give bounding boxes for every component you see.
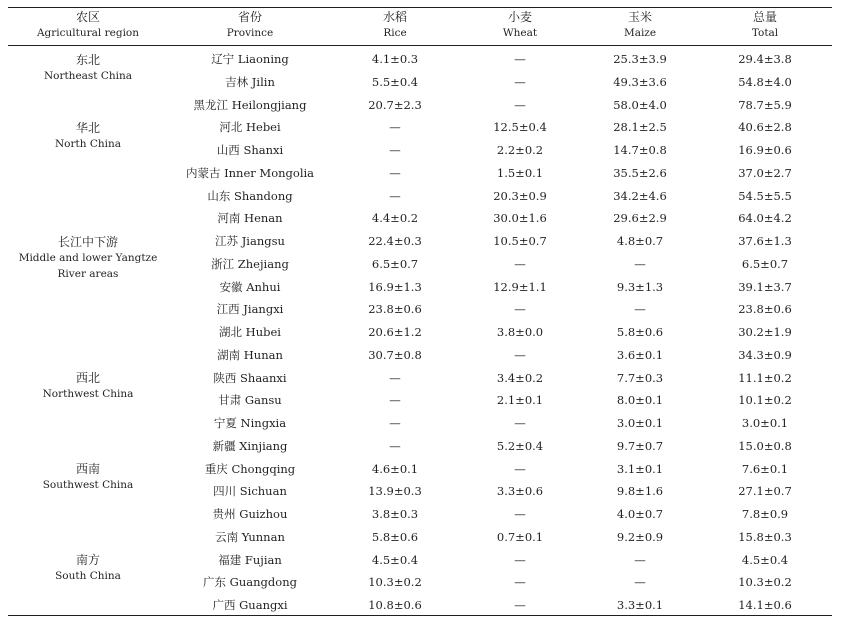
- wheat-cell: 0.7±0.1: [496, 529, 544, 544]
- province-cell: 宁夏 Ningxia: [213, 416, 287, 430]
- maize-cell: —: [634, 256, 646, 271]
- total-cell: 10.3±0.2: [738, 575, 792, 590]
- province-cell: 黑龙江 Heilongjiang: [193, 97, 307, 112]
- header-maize-zh: 玉米: [627, 10, 652, 24]
- province-cell: 广东 Guangdong: [203, 575, 297, 590]
- maize-cell: 9.7±0.7: [616, 438, 664, 453]
- region-cell: [8, 52, 168, 84]
- total-cell: 40.6±2.8: [738, 120, 792, 135]
- wheat-cell: 10.5±0.7: [493, 234, 547, 248]
- header-province-en: Province: [226, 27, 274, 39]
- maize-cell: 3.1±0.1: [616, 461, 664, 476]
- rice-cell: —: [389, 143, 401, 157]
- wheat-cell: —: [514, 256, 526, 271]
- maize-cell: 3.0±0.1: [616, 416, 664, 430]
- province-cell: 江苏 Jiangsu: [215, 234, 285, 248]
- maize-cell: 3.6±0.1: [616, 347, 664, 362]
- province-cell: 贵州 Guizhou: [212, 507, 288, 521]
- region-name-en: North China: [54, 138, 122, 150]
- wheat-cell: 2.1±0.1: [496, 393, 544, 408]
- region-name-zh: 西北: [75, 371, 100, 385]
- maize-cell: 4.0±0.7: [616, 507, 664, 521]
- province-cell: 广西 Guangxi: [212, 598, 288, 612]
- rice-cell: 4.5±0.4: [371, 552, 419, 567]
- maize-cell: 5.8±0.6: [616, 325, 664, 339]
- maize-cell: —: [634, 302, 646, 317]
- rice-cell: —: [389, 416, 401, 430]
- rice-cell: 6.5±0.7: [371, 256, 419, 271]
- maize-cell: 58.0±4.0: [613, 97, 667, 112]
- total-cell: 14.1±0.6: [738, 598, 792, 612]
- province-cell: 甘肃 Gansu: [218, 393, 282, 408]
- maize-cell: 49.3±3.6: [613, 74, 667, 89]
- province-cell: 云南 Yunnan: [215, 529, 285, 544]
- header-province: [170, 9, 330, 41]
- header-total-zh: 总量: [752, 10, 777, 24]
- total-cell: 7.6±0.1: [741, 461, 789, 476]
- wheat-cell: —: [514, 598, 526, 612]
- wheat-cell: 2.2±0.2: [496, 143, 544, 157]
- total-cell: 6.5±0.7: [741, 256, 789, 271]
- rice-cell: 4.4±0.2: [371, 211, 419, 226]
- total-cell: 78.7±5.9: [738, 97, 792, 112]
- maize-cell: —: [634, 552, 646, 567]
- header-rule: [8, 45, 832, 46]
- wheat-cell: —: [514, 347, 526, 362]
- rice-cell: —: [389, 393, 401, 408]
- wheat-cell: 3.4±0.2: [496, 370, 544, 385]
- region-name-en: South China: [55, 570, 121, 582]
- region-name-zh: 西南: [75, 462, 100, 476]
- region-cell: [8, 370, 168, 402]
- rice-cell: 30.7±0.8: [368, 347, 422, 362]
- region-name-en: Middle and lower Yangtze: [18, 252, 158, 264]
- rice-cell: 10.3±0.2: [368, 575, 422, 590]
- total-cell: 30.2±1.9: [738, 325, 792, 339]
- wheat-cell: —: [514, 302, 526, 317]
- maize-cell: 9.3±1.3: [616, 279, 664, 294]
- header-province-zh: 省份: [237, 10, 262, 24]
- maize-cell: 9.8±1.6: [616, 484, 664, 499]
- rice-cell: 23.8±0.6: [368, 302, 422, 317]
- region-name-zh: 南方: [75, 553, 100, 567]
- total-cell: 37.6±1.3: [738, 234, 792, 248]
- wheat-cell: 5.2±0.4: [496, 438, 544, 453]
- header-rice: [335, 9, 455, 41]
- total-cell: 15.0±0.8: [738, 438, 792, 453]
- region-name-zh: 华北: [75, 121, 100, 135]
- region-name-en: Northwest China: [42, 388, 134, 400]
- maize-cell: 8.0±0.1: [616, 393, 664, 408]
- province-cell: 江西 Jiangxi: [216, 302, 284, 317]
- wheat-cell: 12.5±0.4: [493, 120, 547, 135]
- province-cell: 新疆 Xinjiang: [212, 438, 288, 453]
- maize-cell: 7.7±0.3: [616, 370, 664, 385]
- wheat-cell: 20.3±0.9: [493, 188, 547, 203]
- header-maize-en: Maize: [623, 27, 657, 39]
- wheat-cell: —: [514, 552, 526, 567]
- wheat-cell: 30.0±1.6: [493, 211, 547, 226]
- region-name-en: Northeast China: [43, 70, 133, 82]
- rice-cell: 20.6±1.2: [368, 325, 422, 339]
- rice-cell: 4.6±0.1: [371, 461, 419, 476]
- total-cell: 15.8±0.3: [738, 529, 792, 544]
- rice-cell: —: [389, 188, 401, 203]
- total-cell: 54.5±5.5: [738, 188, 792, 203]
- wheat-cell: —: [514, 52, 526, 66]
- rice-cell: 4.1±0.3: [371, 52, 419, 66]
- wheat-cell: —: [514, 416, 526, 430]
- bottom-rule: [8, 615, 832, 616]
- rice-cell: 3.8±0.3: [371, 507, 419, 521]
- total-cell: 7.8±0.9: [741, 507, 789, 521]
- region-name-zh: 长江中下游: [57, 235, 118, 249]
- province-cell: 安徽 Anhui: [219, 279, 281, 294]
- region-name-en: River areas: [57, 268, 119, 280]
- province-cell: 湖南 Hunan: [217, 347, 283, 362]
- total-cell: 34.3±0.9: [738, 347, 792, 362]
- province-cell: 山西 Shanxi: [216, 143, 284, 157]
- maize-cell: 3.3±0.1: [616, 598, 664, 612]
- province-cell: 河南 Henan: [217, 211, 283, 226]
- total-cell: 27.1±0.7: [738, 484, 792, 499]
- province-cell: 陕西 Shaanxi: [213, 370, 287, 385]
- rice-cell: 13.9±0.3: [368, 484, 422, 499]
- rice-cell: —: [389, 165, 401, 180]
- rice-cell: —: [389, 438, 401, 453]
- total-cell: 16.9±0.6: [738, 143, 792, 157]
- rice-cell: 5.8±0.6: [371, 529, 419, 544]
- total-cell: 4.5±0.4: [741, 552, 789, 567]
- wheat-cell: 1.5±0.1: [496, 165, 544, 180]
- wheat-cell: 3.8±0.0: [496, 325, 544, 339]
- header-wheat: [460, 9, 580, 41]
- rice-cell: 16.9±1.3: [368, 279, 422, 294]
- wheat-cell: —: [514, 97, 526, 112]
- rice-cell: —: [389, 120, 401, 135]
- maize-cell: 25.3±3.9: [613, 52, 667, 66]
- province-cell: 浙江 Zhejiang: [211, 256, 289, 271]
- total-cell: 10.1±0.2: [738, 393, 792, 408]
- province-cell: 河北 Hebei: [219, 120, 281, 135]
- wheat-cell: —: [514, 575, 526, 590]
- province-cell: 重庆 Chongqing: [204, 461, 296, 476]
- top-rule: [8, 7, 832, 8]
- total-cell: 11.1±0.2: [738, 370, 792, 385]
- wheat-cell: —: [514, 507, 526, 521]
- header-region-zh: 农区: [75, 10, 100, 24]
- province-cell: 湖北 Hubei: [219, 325, 281, 339]
- wheat-cell: —: [514, 461, 526, 476]
- header-wheat-en: Wheat: [502, 27, 538, 39]
- province-cell: 辽宁 Liaoning: [211, 52, 289, 66]
- region-cell: [8, 234, 168, 282]
- header-wheat-zh: 小麦: [507, 10, 532, 24]
- total-cell: 23.8±0.6: [738, 302, 792, 317]
- total-cell: 37.0±2.7: [738, 165, 792, 180]
- maize-cell: 28.1±2.5: [613, 120, 667, 135]
- region-cell: [8, 120, 168, 152]
- maize-cell: 9.2±0.9: [616, 529, 664, 544]
- wheat-cell: —: [514, 74, 526, 89]
- header-rice-zh: 水稻: [382, 10, 407, 24]
- province-cell: 山东 Shandong: [207, 188, 293, 203]
- total-cell: 39.1±3.7: [738, 279, 792, 294]
- maize-cell: 14.7±0.8: [613, 143, 667, 157]
- rice-cell: 5.5±0.4: [371, 74, 419, 89]
- region-name-en: Southwest China: [42, 479, 134, 491]
- province-cell: 吉林 Jilin: [225, 74, 275, 89]
- rice-cell: 22.4±0.3: [368, 234, 422, 248]
- wheat-cell: 3.3±0.6: [496, 484, 544, 499]
- header-total-en: Total: [751, 27, 779, 39]
- wheat-cell: 12.9±1.1: [493, 279, 547, 294]
- rice-cell: —: [389, 370, 401, 385]
- region-cell: [8, 552, 168, 584]
- province-cell: 内蒙古 Inner Mongolia: [185, 165, 315, 180]
- maize-cell: 35.5±2.6: [613, 165, 667, 180]
- header-maize: [580, 9, 700, 41]
- region-cell: [8, 461, 168, 493]
- rice-cell: 10.8±0.6: [368, 598, 422, 612]
- total-cell: 3.0±0.1: [741, 416, 789, 430]
- province-cell: 福建 Fujian: [218, 552, 282, 567]
- maize-cell: 4.8±0.7: [616, 234, 664, 248]
- total-cell: 29.4±3.8: [738, 52, 792, 66]
- total-cell: 54.8±4.0: [738, 74, 792, 89]
- header-region-en: Agricultural region: [36, 27, 140, 39]
- maize-cell: 29.6±2.9: [613, 211, 667, 226]
- header-region: [8, 9, 168, 41]
- header-rice-en: Rice: [383, 27, 407, 39]
- province-cell: 四川 Sichuan: [213, 484, 287, 499]
- header-total: [705, 9, 825, 41]
- rice-cell: 20.7±2.3: [368, 97, 422, 112]
- region-name-zh: 东北: [75, 53, 100, 67]
- total-cell: 64.0±4.2: [738, 211, 792, 226]
- maize-cell: —: [634, 575, 646, 590]
- maize-cell: 34.2±4.6: [613, 188, 667, 203]
